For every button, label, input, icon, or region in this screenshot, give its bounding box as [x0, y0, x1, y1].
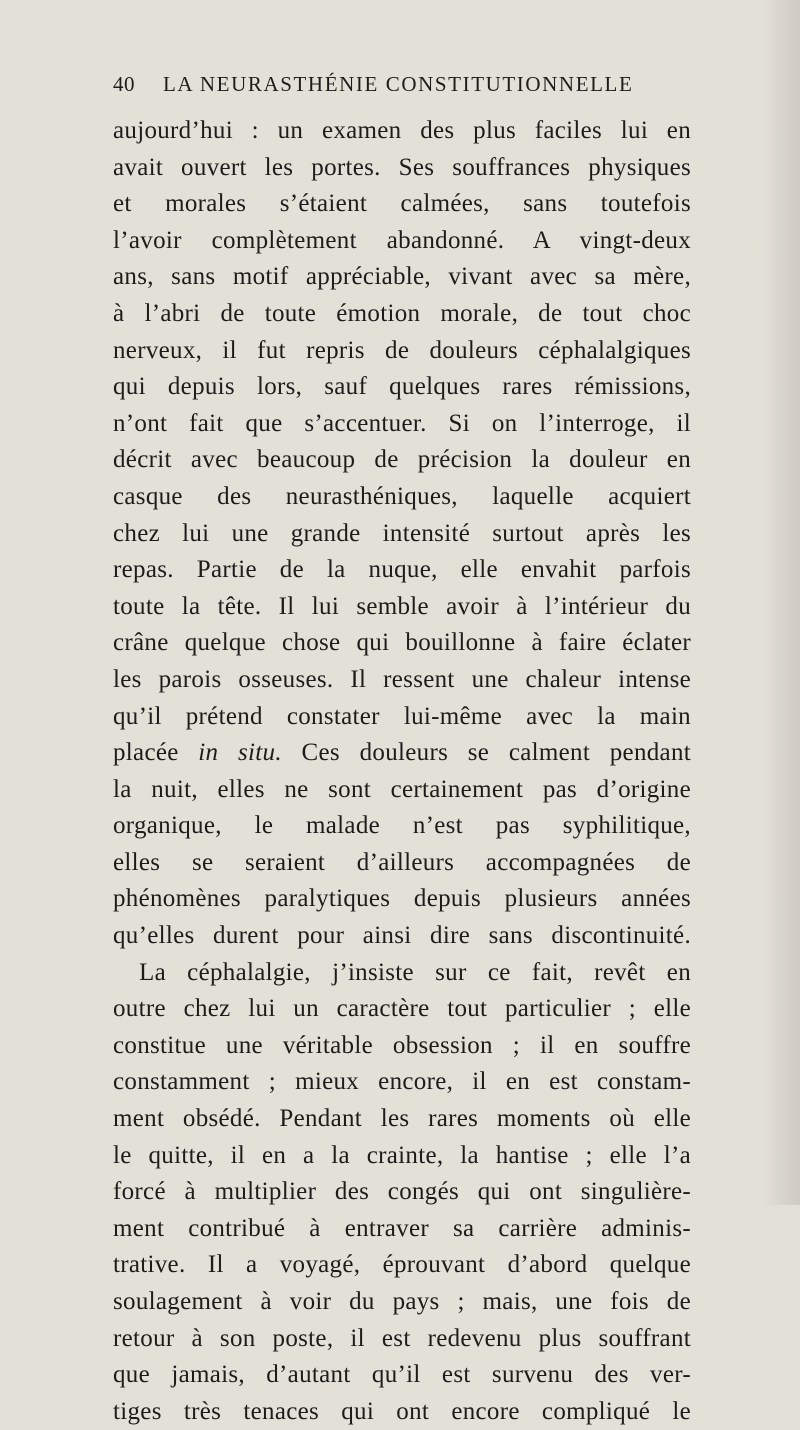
- text-line: aujourd’hui : un examen des plus faciles lui en: [113, 117, 691, 144]
- text-line-with-italic: [113, 735, 691, 772]
- text-line: la nuit, elles ne sont certainement pas d’origine: [113, 775, 691, 803]
- running-title: LA NEURASTHÉNIE CONSTITUTIONNELLE: [163, 72, 634, 96]
- paragraph-start-line: La céphalalgie, j’insiste sur ce fait, revêt en: [139, 958, 691, 986]
- text-line: outre chez lui un caractère tout particulier ; elle: [113, 995, 691, 1023]
- text-line: le quitte, il en a la crainte, la hantise ; elle l’a: [113, 1141, 691, 1169]
- body-text: [113, 113, 691, 1430]
- text-line: décrit avec beaucoup de précision la douleur en: [113, 446, 691, 474]
- text-line: constitue une véritable obsession ; il en souffre: [113, 1031, 691, 1059]
- page-header: [113, 72, 673, 106]
- text-line: et morales s’étaient calmées, sans toutefois: [113, 190, 691, 218]
- text-line: avait ouvert les portes. Ses souffrances physiques: [113, 153, 691, 181]
- text-segment: Ces douleurs se calment pendant: [281, 739, 691, 767]
- text-line: à l’abri de toute émotion morale, de tout choc: [113, 299, 691, 327]
- italic-phrase: in situ.: [198, 739, 282, 767]
- text-line: qu’il prétend constater lui-même avec la main: [113, 702, 691, 730]
- text-line: constamment ; mieux encore, il en est constam-: [113, 1068, 691, 1096]
- text-line: forcé à multiplier des congés qui ont singulière-: [113, 1178, 691, 1206]
- text-line: que jamais, d’autant qu’il est survenu des ver-: [113, 1361, 691, 1389]
- text-line: soulagement à voir du pays ; mais, une fois de: [113, 1288, 691, 1315]
- text-line: chez lui une grande intensité surtout après les: [113, 519, 691, 547]
- text-segment: placée: [113, 739, 199, 767]
- text-line: n’ont fait que s’accentuer. Si on l’interroge, il: [113, 409, 691, 437]
- page-edge-shadow: [762, 0, 800, 1205]
- text-line: casque des neurasthéniques, laquelle acquiert: [113, 482, 691, 510]
- text-line: repas. Partie de la nuque, elle envahit parfois: [113, 556, 691, 584]
- text-line: qui depuis lors, sauf quelques rares rémissions,: [113, 373, 691, 401]
- text-line: toute la tête. Il lui semble avoir à l’intérieur du: [113, 592, 691, 620]
- text-line: trative. Il a voyagé, éprouvant d’abord quelque: [113, 1251, 691, 1279]
- text-line: ment contribué à entraver sa carrière adminis-: [113, 1214, 691, 1242]
- text-line: qu’elles durent pour ainsi dire sans discontinuité.: [113, 922, 691, 950]
- text-line: les parois osseuses. Il ressent une chaleur intense: [113, 665, 691, 693]
- text-line: phénomènes paralytiques depuis plusieurs années: [113, 885, 691, 913]
- text-line: l’avoir complètement abandonné. A vingt-deux: [113, 226, 691, 254]
- text-line: elles se seraient d’ailleurs accompagnées de: [113, 848, 691, 876]
- text-line: nerveux, il fut repris de douleurs céphalalgiques: [113, 336, 691, 364]
- text-line: ment obsédé. Pendant les rares moments où elle: [113, 1105, 691, 1133]
- text-line: retour à son poste, il est redevenu plus souffrant: [113, 1324, 691, 1352]
- text-line: ans, sans motif appréciable, vivant avec sa mère,: [113, 263, 691, 291]
- text-line: crâne quelque chose qui bouillonne à faire éclater: [113, 629, 691, 657]
- text-line: organique, le malade n’est pas syphilitique,: [113, 812, 691, 840]
- page-number: 40: [113, 72, 135, 96]
- text-line: tiges très tenaces qui ont encore compliqué le: [113, 1397, 691, 1425]
